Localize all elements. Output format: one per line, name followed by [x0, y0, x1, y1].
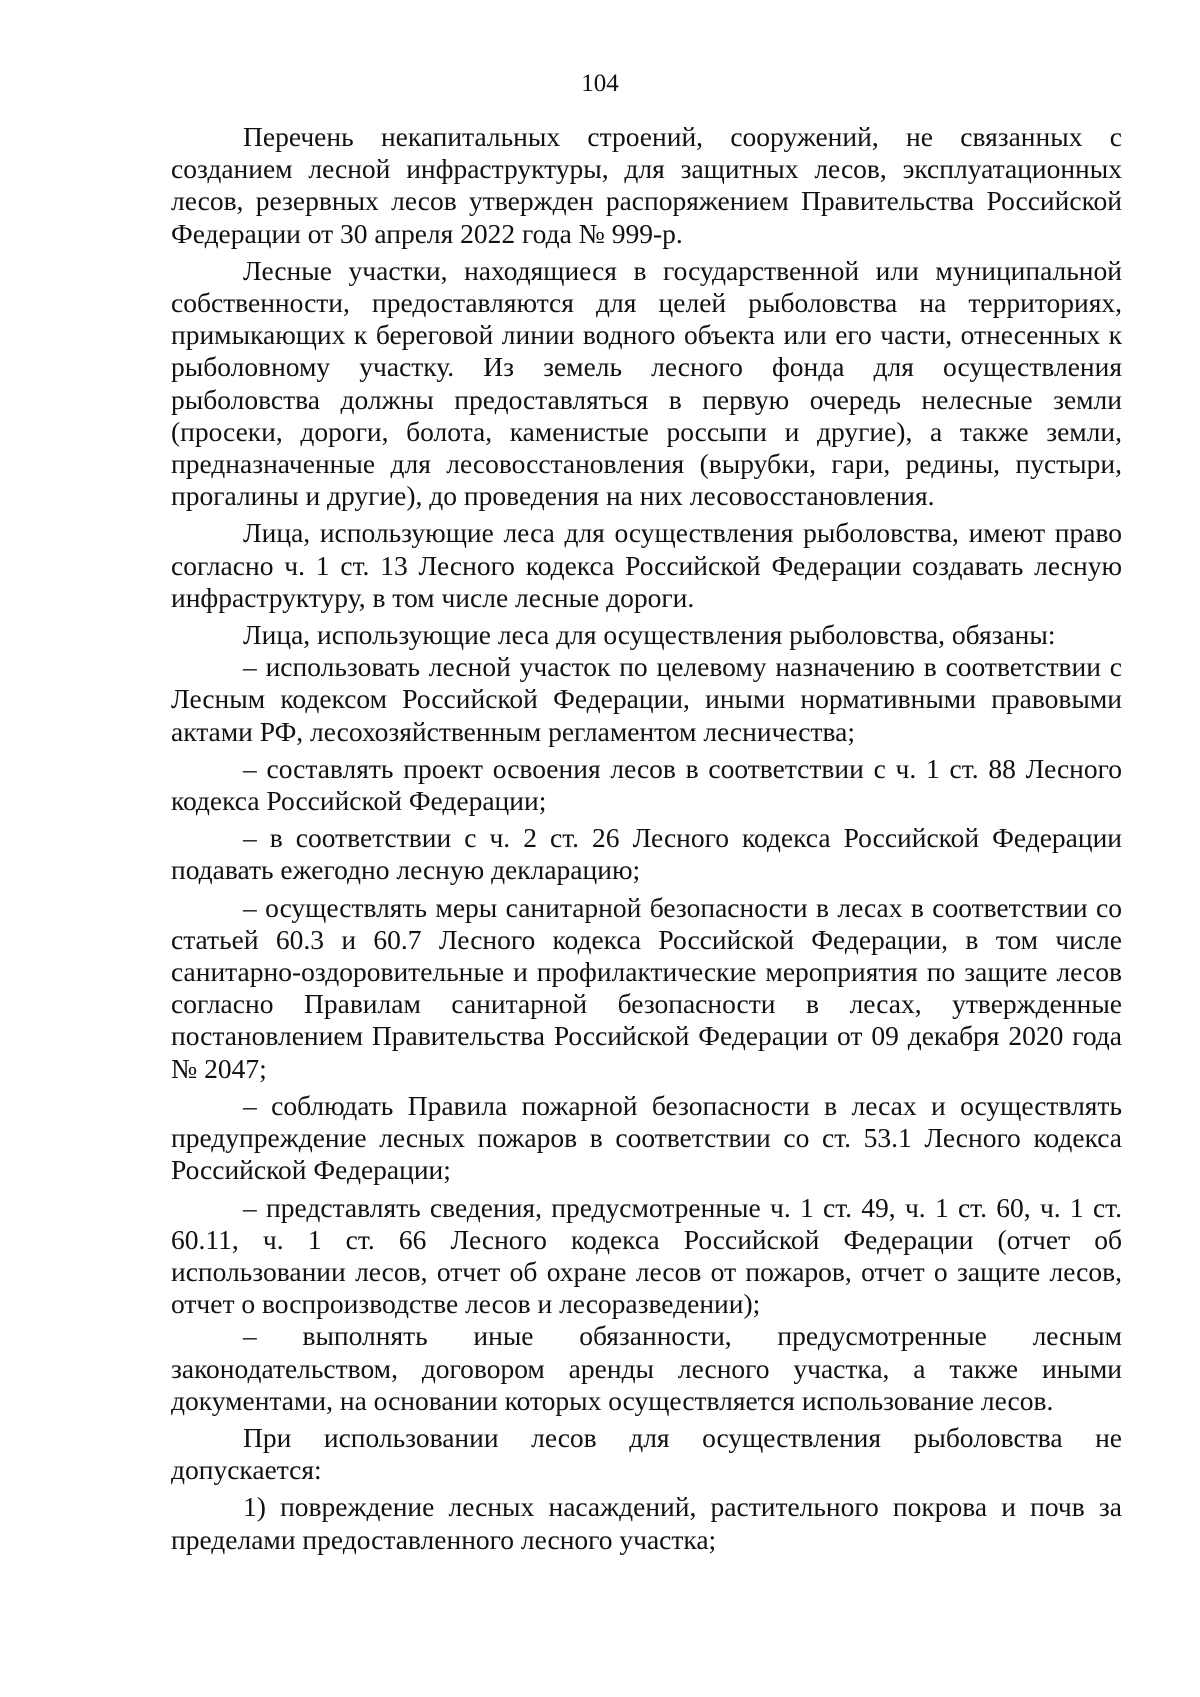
page-number: 104 [581, 70, 619, 97]
obligation-item-other-duties: – выполнять иные обязанности, предусмотренные лесным законодательством, договором аренды лесного участка, а также иными документами, на основании которых осуществляется использование лесов. [171, 1320, 1122, 1416]
paragraph-list-of-temporary-structures: Перечень некапитальных строений, сооружений, не связанных с созданием лесной инфраструктуры, для защитных лесов, эксплуатационных лесов, резервных лесов утвержден распоряжением Правительства Российской Федерации от 30 апреля 2022 года № 999-р. [171, 121, 1122, 249]
paragraph-obligations-intro: Лица, использующие леса для осуществления рыболовства, обязаны: [243, 619, 1056, 651]
paragraph-prohibitions-intro: При использовании лесов для осуществления рыболовства не допускается: [171, 1421, 1122, 1486]
prohibition-item-1: 1) повреждение лесных насаждений, растительного покрова и почв за пределами предоставленного лесного участка; [171, 1491, 1122, 1555]
obligation-item-development-project: – составлять проект освоения лесов в соответствии с ч. 1 ст. 88 Лесного кодекса Российской Федерации; [171, 752, 1122, 817]
obligation-item-sanitary-safety: – осуществлять меры санитарной безопасности в лесах в соответствии со статьей 60.3 и 60.7 Лесного кодекса Российской Федерации, в том числе санитарно-оздоровительные и профилактические мероприятия по защите лесов согласно Правилам санитарной безопасности в лесах, утвержденные постановлением Правительства Российской Федерации от 09 декабря 2020 года № 2047; [171, 891, 1122, 1084]
obligation-item-reporting: – представлять сведения, предусмотренные ч. 1 ст. 49, ч. 1 ст. 60, ч. 1 ст. 60.11, ч. 1 ст. 66 Лесного кодекса Российской Федерации (отчет об использовании лесов, отчет об охране лесов от пожаров, отчет о защите лесов, отчет о воспроизводстве лесов и лесоразведении); [171, 1191, 1122, 1320]
paragraph-fishing-rights: Лица, использующие леса для осуществления рыболовства, имеют право согласно ч. 1 ст. 13 Лесного кодекса Российской Федерации создавать лесную инфраструктуру, в том числе лесные дороги. [171, 517, 1122, 613]
paragraph-fishing-land-plots: Лесные участки, находящиеся в государственной или муниципальной собственности, предоставляются для целей рыболовства на территориях, примыкающих к береговой линии водного объекта или его части, отнесенных к рыболовному участку. Из земель лесного фонда для осуществления рыболовства должны предоставляться в первую очередь нелесные земли (просеки, дороги, болота, каменистые россыпи и другие), а также земли, предназначенные для лесовосстановления (вырубки, гари, редины, пустыри, прогалины и другие), до проведения на них лесовосстановления. [171, 254, 1122, 512]
obligation-item-target-use: – использовать лесной участок по целевому назначению в соответствии с Лесным кодексом Российской Федерации, иными нормативными правовыми актами РФ, лесохозяйственным регламентом лесничества; [171, 651, 1122, 747]
document-body [171, 121, 1122, 1556]
obligation-item-forest-declaration: – в соответствии с ч. 2 ст. 26 Лесного кодекса Российской Федерации подавать ежегодно лесную декларацию; [171, 822, 1122, 886]
obligation-item-fire-safety: – соблюдать Правила пожарной безопасности в лесах и осуществлять предупреждение лесных пожаров в соответствии со ст. 53.1 Лесного кодекса Российской Федерации; [171, 1089, 1122, 1186]
